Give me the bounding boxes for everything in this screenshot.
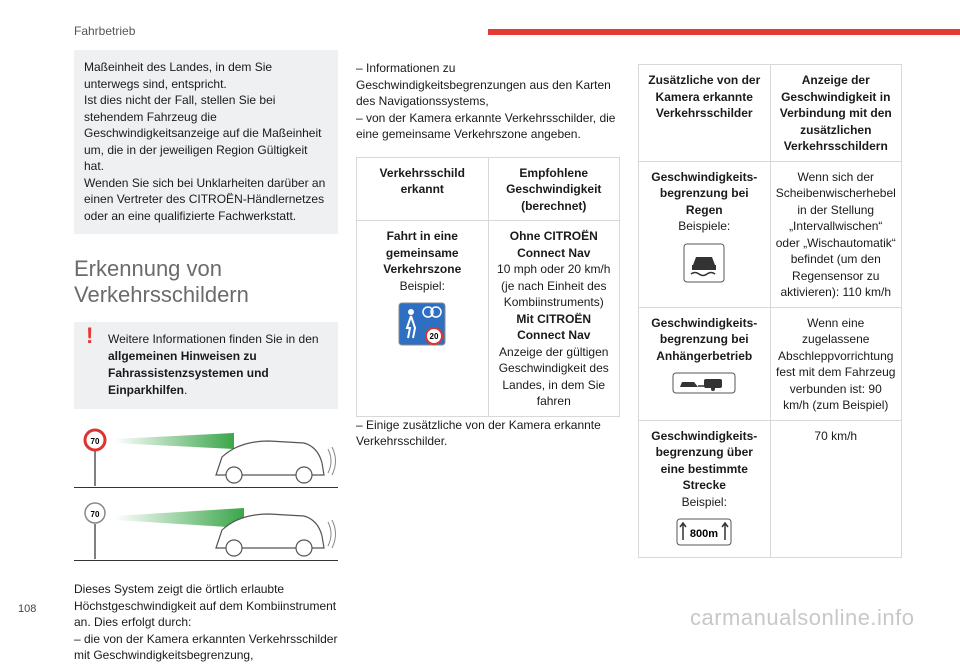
table-cell-bold: Mit CITROËN Connect Nav xyxy=(516,311,592,342)
table-header: Empfohlene Geschwindigkeit (berechnet) xyxy=(506,165,602,213)
section-title xyxy=(74,256,338,308)
warning-text-bold: allgemeinen Hinweisen zu Fahrassistenzsystemen und Einparkhilfen xyxy=(108,349,269,397)
rain-sign-icon xyxy=(683,243,725,283)
table-cell-bold: Geschwindigkeits-begrenzung über eine bestimmte Strecke xyxy=(651,428,758,492)
table-header: Zusätzliche von der Kamera erkannte Verkehrsschilder xyxy=(648,73,761,120)
shared-zone-table xyxy=(356,157,620,417)
table-cell-text: Wenn sich der Scheibenwischerhebel in der Stellung „Intervallwischen“ oder „Wischautomatik“ befindet (um den Regensensor zu aktivieren): 110 km/h xyxy=(775,169,896,299)
warning-text-end: . xyxy=(184,383,188,397)
table-cell-bold: Geschwindigkeits-begrenzung bei Regen xyxy=(651,169,758,217)
table-cell-text: Beispiele: xyxy=(678,219,731,233)
col2-paragraph: – Informationen zu Geschwindigkeitsbegrenzungen aus den Karten des Navigationssystems, xyxy=(356,61,611,108)
table-cell-text: 10 mph oder 20 km/h (je nach Einheit des Kombiinstruments) xyxy=(497,262,611,309)
note-paragraph: Maßeinheit des Landes, in dem Sie unterwegs sind, entspricht. xyxy=(84,60,273,91)
table-cell-text: Beispiel: xyxy=(681,494,727,509)
warning-box xyxy=(74,322,338,409)
body-paragraph: Dieses System zeigt die örtlich erlaubte Höchstgeschwindigkeit auf dem Kombiinstrument an. Dies erfolgt durch: xyxy=(74,582,337,629)
table-cell-text: Anzeige der gültigen Geschwindigkeit des Landes, in dem Sie fahren xyxy=(498,344,609,408)
trailer-sign-icon xyxy=(672,372,736,394)
column-right xyxy=(638,64,902,558)
sign-value: 800m xyxy=(690,528,719,540)
page-number: 108 xyxy=(18,603,37,615)
table-cell-text: 70 km/h xyxy=(814,428,858,443)
car-sign-illustration xyxy=(74,500,338,560)
table-cell-bold: Fahrt in eine gemeinsame Verkehrszone xyxy=(383,229,462,276)
distance-sign-icon xyxy=(676,518,732,546)
speed-sign-illustration xyxy=(74,427,338,488)
section-title-line: Erkennung von xyxy=(74,256,222,281)
table-cell-bold: Ohne CITROËN Connect Nav xyxy=(509,229,598,260)
speed-sign-illustration xyxy=(74,500,338,561)
col2-paragraph: – von der Kamera erkannte Verkehrsschilder, die eine gemeinsame Verkehrszone angeben. xyxy=(356,110,616,141)
body-paragraph: – die von der Kamera erkannten Verkehrsschilder mit Geschwindigkeitsbegrenzung, xyxy=(74,631,338,662)
section-title-line: Verkehrsschildern xyxy=(74,282,249,307)
table-cell-text: Beispiel: xyxy=(399,278,445,293)
additional-signs-table xyxy=(638,64,902,558)
table-header: Verkehrsschild erkannt xyxy=(379,165,465,196)
header-accent-bar xyxy=(488,29,960,35)
warning-icon: ! xyxy=(86,323,94,348)
watermark: carmanualsonline.info xyxy=(690,605,915,630)
table-cell-text: Wenn eine zugelassene Abschleppvorrichtung fest mit dem Fahrzeug verbunden ist: 90 km/h (zum Beispiel) xyxy=(776,315,896,412)
note-box xyxy=(74,50,338,234)
warning-text: Weitere Informationen finden Sie in den xyxy=(108,332,319,346)
shared-zone-sign-icon xyxy=(398,302,446,346)
note-paragraph: Ist dies nicht der Fall, stellen Sie bei stehendem Fahrzeug die Geschwindigkeitsanzeige auf die Maßeinheit um, die in der jeweiligen Region Gültigkeit hat. xyxy=(84,93,322,173)
sign-value: 70 xyxy=(90,510,100,519)
sign-value: 70 xyxy=(90,437,100,446)
car-sign-illustration xyxy=(74,427,338,487)
body-text xyxy=(74,581,338,664)
table-header: Anzeige der Geschwindigkeit in Verbindung mit den zusätzlichen Verkehrsschildern xyxy=(779,73,892,153)
table-cell-bold: Geschwindigkeits-begrenzung bei Anhängerbetrieb xyxy=(651,315,758,363)
note-paragraph: Wenden Sie sich bei Unklarheiten darüber an einen Vertreter des CITROËN-Händlernetzes oder an eine qualifizierte Fachwerkstatt. xyxy=(84,175,326,223)
running-header: Fahrbetrieb xyxy=(74,24,136,38)
column-left xyxy=(74,50,338,664)
col2-paragraph: – Einige zusätzliche von der Kamera erkannte Verkehrsschilder. xyxy=(356,417,601,448)
sign-value: 20 xyxy=(429,332,439,341)
column-middle xyxy=(356,60,620,450)
